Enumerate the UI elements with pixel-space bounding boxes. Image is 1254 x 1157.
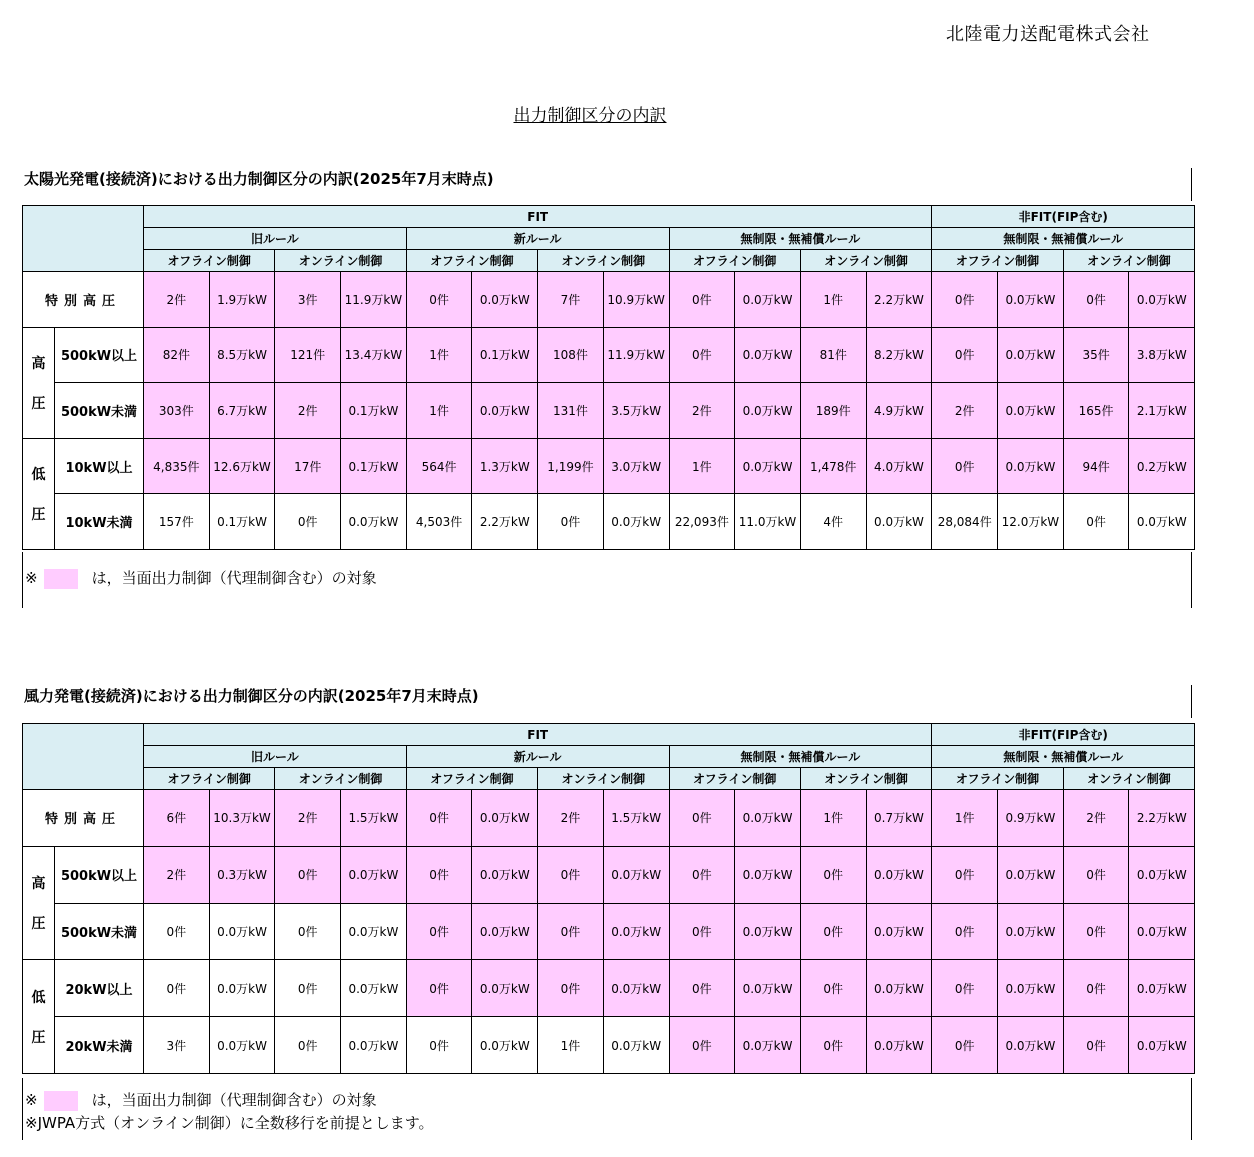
- table-cell: 0.0万kW: [735, 327, 801, 383]
- table-cell: 0件: [932, 960, 998, 1017]
- solar-notes: [22, 552, 1192, 608]
- solar-section-title: 太陽光発電(接続済)における出力制御区分の内訳(2025年7月末時点): [22, 168, 1192, 201]
- table-cell: 189件: [800, 383, 866, 439]
- table-cell: 0件: [275, 1017, 341, 1074]
- table-cell: 0件: [1063, 1017, 1129, 1074]
- wind-table: [22, 723, 1195, 1074]
- table-cell: 0件: [1063, 846, 1129, 903]
- table-cell: 0件: [406, 1017, 472, 1074]
- table-cell: 12.0万kW: [998, 494, 1064, 550]
- table-cell: 2.1万kW: [1129, 383, 1195, 439]
- table-cell: 3件: [144, 1017, 210, 1074]
- table-cell: 28,084件: [932, 494, 998, 550]
- table-cell: 0.1万kW: [341, 438, 407, 494]
- table-cell: 121件: [275, 327, 341, 383]
- table-cell: 1件: [406, 383, 472, 439]
- row-label: 500kW以上: [55, 846, 144, 903]
- header-rule: 無制限・無補償ルール: [932, 746, 1195, 768]
- table-cell: 0.0万kW: [341, 903, 407, 960]
- table-cell: 0件: [1063, 494, 1129, 550]
- table-cell: 564件: [406, 438, 472, 494]
- table-cell: 0.0万kW: [735, 903, 801, 960]
- header-control: オンライン制御: [538, 768, 669, 790]
- table-cell: 1件: [800, 790, 866, 847]
- table-cell: 0件: [406, 903, 472, 960]
- row-label: 20kW以上: [55, 960, 144, 1017]
- table-cell: 0件: [932, 327, 998, 383]
- table-cell: 4.0万kW: [866, 438, 932, 494]
- table-cell: 4,835件: [144, 438, 210, 494]
- header-fit: FIT: [144, 206, 932, 228]
- row-label: 10kW以上: [55, 438, 144, 494]
- wind-section: [22, 685, 1194, 1140]
- header-rule: 新ルール: [406, 746, 669, 768]
- table-cell: 0件: [538, 494, 604, 550]
- header-control: オフライン制御: [932, 768, 1063, 790]
- table-cell: 0.0万kW: [341, 846, 407, 903]
- table-cell: 0.0万kW: [472, 846, 538, 903]
- wind-note-legend: ※ は，当面出力制御（代理制御含む）の対象: [25, 1091, 377, 1109]
- header-control: オフライン制御: [669, 250, 800, 272]
- table-cell: 0.9万kW: [998, 790, 1064, 847]
- table-cell: 303件: [144, 383, 210, 439]
- table-cell: 0.0万kW: [998, 327, 1064, 383]
- table-cell: 0.0万kW: [866, 960, 932, 1017]
- table-cell: 0.0万kW: [998, 383, 1064, 439]
- table-cell: 0件: [406, 846, 472, 903]
- wind-note-text: は，当面出力制御（代理制御含む）の対象: [91, 1091, 377, 1109]
- table-cell: 0.0万kW: [472, 790, 538, 847]
- header-rule: 無制限・無補償ルール: [669, 228, 932, 250]
- table-cell: 0.0万kW: [866, 846, 932, 903]
- row-label: 20kW未満: [55, 1017, 144, 1074]
- table-cell: 0.0万kW: [472, 903, 538, 960]
- table-cell: 94件: [1063, 438, 1129, 494]
- table-cell: 2.2万kW: [472, 494, 538, 550]
- header-control: オフライン制御: [669, 768, 800, 790]
- table-cell: 11.0万kW: [735, 494, 801, 550]
- table-cell: 0.0万kW: [866, 903, 932, 960]
- table-cell: 0件: [275, 960, 341, 1017]
- table-cell: 0.2万kW: [1129, 438, 1195, 494]
- table-cell: 0件: [669, 327, 735, 383]
- table-cell: 0.0万kW: [866, 1017, 932, 1074]
- solar-note-text: は，当面出力制御（代理制御含む）の対象: [91, 569, 377, 587]
- group-label: 高 圧: [23, 846, 55, 960]
- table-cell: 0件: [669, 960, 735, 1017]
- table-cell: 4,503件: [406, 494, 472, 550]
- table-cell: 0.0万kW: [209, 1017, 275, 1074]
- table-cell: 6.7万kW: [209, 383, 275, 439]
- table-cell: 0件: [275, 846, 341, 903]
- table-cell: 2件: [144, 846, 210, 903]
- table-cell: 1.3万kW: [472, 438, 538, 494]
- table-cell: 0件: [406, 960, 472, 1017]
- header-rule: 新ルール: [406, 228, 669, 250]
- group-label: 高 圧: [23, 327, 55, 438]
- table-cell: 0件: [800, 846, 866, 903]
- table-cell: 3.0万kW: [603, 438, 669, 494]
- table-cell: 0件: [932, 272, 998, 328]
- table-cell: 0件: [406, 790, 472, 847]
- table-cell: 1件: [406, 327, 472, 383]
- table-cell: 0.0万kW: [735, 846, 801, 903]
- table-cell: 22,093件: [669, 494, 735, 550]
- header-rule: 旧ルール: [144, 746, 407, 768]
- table-cell: 1.9万kW: [209, 272, 275, 328]
- table-cell: 1,199件: [538, 438, 604, 494]
- header-control: オンライン制御: [275, 250, 406, 272]
- table-cell: 2件: [932, 383, 998, 439]
- table-cell: 0.0万kW: [472, 1017, 538, 1074]
- table-cell: 1件: [538, 1017, 604, 1074]
- table-cell: 6件: [144, 790, 210, 847]
- table-cell: 10.9万kW: [603, 272, 669, 328]
- table-cell: 157件: [144, 494, 210, 550]
- table-cell: 0.0万kW: [472, 383, 538, 439]
- table-cell: 4件: [800, 494, 866, 550]
- table-cell: 0件: [406, 272, 472, 328]
- table-cell: 0.0万kW: [603, 846, 669, 903]
- solar-table: [22, 205, 1195, 550]
- header-control: オフライン制御: [406, 250, 537, 272]
- table-cell: 1.5万kW: [341, 790, 407, 847]
- table-cell: 2件: [669, 383, 735, 439]
- solar-note-legend: ※ は，当面出力制御（代理制御含む）の対象: [25, 569, 377, 587]
- table-cell: 0件: [669, 1017, 735, 1074]
- table-cell: 0.0万kW: [603, 903, 669, 960]
- table-cell: 0件: [800, 960, 866, 1017]
- table-cell: 11.9万kW: [341, 272, 407, 328]
- header-rule: 旧ルール: [144, 228, 407, 250]
- table-cell: 0.0万kW: [735, 960, 801, 1017]
- pink-swatch: [44, 569, 78, 589]
- table-cell: 0.0万kW: [735, 1017, 801, 1074]
- table-cell: 0件: [1063, 272, 1129, 328]
- table-cell: 13.4万kW: [341, 327, 407, 383]
- table-cell: 0件: [800, 903, 866, 960]
- table-cell: 0.7万kW: [866, 790, 932, 847]
- table-cell: 0.1万kW: [472, 327, 538, 383]
- table-cell: 0.0万kW: [998, 960, 1064, 1017]
- company-name: 北陸電力送配電株式会社: [946, 24, 1150, 45]
- table-cell: 8.2万kW: [866, 327, 932, 383]
- pink-swatch: [44, 1091, 78, 1111]
- table-cell: 1,478件: [800, 438, 866, 494]
- table-cell: 7件: [538, 272, 604, 328]
- header-control: オンライン制御: [800, 250, 931, 272]
- wind-note-jwpa: ※JWPA方式（オンライン制御）に全数移行を前提とします。: [25, 1114, 434, 1132]
- table-cell: 8.5万kW: [209, 327, 275, 383]
- header-control: オンライン制御: [1063, 768, 1194, 790]
- table-cell: 3.5万kW: [603, 383, 669, 439]
- table-cell: 1件: [932, 790, 998, 847]
- table-cell: 2件: [538, 790, 604, 847]
- row-label: 特別高圧: [23, 272, 144, 328]
- wind-notes: [22, 1078, 1192, 1140]
- table-cell: 17件: [275, 438, 341, 494]
- table-cell: 3件: [275, 272, 341, 328]
- row-label: 500kW未満: [55, 903, 144, 960]
- table-cell: 0件: [669, 903, 735, 960]
- table-cell: 0.0万kW: [998, 272, 1064, 328]
- table-cell: 0.3万kW: [209, 846, 275, 903]
- table-cell: 4.9万kW: [866, 383, 932, 439]
- table-cell: 0件: [144, 903, 210, 960]
- table-cell: 0件: [800, 1017, 866, 1074]
- table-cell: 108件: [538, 327, 604, 383]
- table-cell: 0件: [538, 960, 604, 1017]
- header-control: オフライン制御: [144, 250, 275, 272]
- table-cell: 1件: [669, 438, 735, 494]
- table-cell: 11.9万kW: [603, 327, 669, 383]
- header-rule: 無制限・無補償ルール: [932, 228, 1195, 250]
- table-cell: 0件: [932, 903, 998, 960]
- table-cell: 0.0万kW: [1129, 960, 1195, 1017]
- table-cell: 0件: [538, 846, 604, 903]
- table-cell: 0件: [932, 1017, 998, 1074]
- header-control: オフライン制御: [932, 250, 1063, 272]
- table-cell: 0.0万kW: [866, 494, 932, 550]
- table-cell: 81件: [800, 327, 866, 383]
- table-cell: 0件: [669, 272, 735, 328]
- table-cell: 0.0万kW: [998, 903, 1064, 960]
- table-cell: 0.0万kW: [341, 1017, 407, 1074]
- wind-section-title: 風力発電(接続済)における出力制御区分の内訳(2025年7月末時点): [22, 685, 1192, 718]
- table-cell: 82件: [144, 327, 210, 383]
- header-control: オフライン制御: [406, 768, 537, 790]
- table-cell: 0件: [669, 846, 735, 903]
- table-cell: 0.1万kW: [209, 494, 275, 550]
- table-cell: 0.0万kW: [735, 438, 801, 494]
- table-cell: 0件: [669, 790, 735, 847]
- table-cell: 2件: [144, 272, 210, 328]
- table-cell: 1.5万kW: [603, 790, 669, 847]
- row-label: 10kW未満: [55, 494, 144, 550]
- header-control: オンライン制御: [275, 768, 406, 790]
- table-cell: 2件: [275, 790, 341, 847]
- header-nonfit: 非FIT(FIP含む): [932, 206, 1195, 228]
- table-cell: 0.0万kW: [1129, 1017, 1195, 1074]
- table-cell: 0.0万kW: [603, 1017, 669, 1074]
- header-control: オンライン制御: [1063, 250, 1194, 272]
- table-cell: 0.0万kW: [472, 272, 538, 328]
- table-cell: 131件: [538, 383, 604, 439]
- table-cell: 0.0万kW: [735, 790, 801, 847]
- table-cell: 35件: [1063, 327, 1129, 383]
- table-cell: 0.0万kW: [998, 846, 1064, 903]
- table-cell: 2件: [275, 383, 341, 439]
- header-fit: FIT: [144, 724, 932, 746]
- table-cell: 0.0万kW: [1129, 903, 1195, 960]
- table-cell: 12.6万kW: [209, 438, 275, 494]
- header-rule: 無制限・無補償ルール: [669, 746, 932, 768]
- table-cell: 0件: [932, 438, 998, 494]
- table-cell: 0.0万kW: [603, 494, 669, 550]
- table-cell: 0.0万kW: [209, 960, 275, 1017]
- table-cell: 0件: [275, 903, 341, 960]
- header-control: オンライン制御: [538, 250, 669, 272]
- table-cell: 2.2万kW: [1129, 790, 1195, 847]
- row-label: 500kW未満: [55, 383, 144, 439]
- table-cell: 0件: [144, 960, 210, 1017]
- table-cell: 0件: [1063, 960, 1129, 1017]
- header-control: オンライン制御: [800, 768, 931, 790]
- table-cell: 0.0万kW: [998, 1017, 1064, 1074]
- table-cell: 0.0万kW: [1129, 494, 1195, 550]
- table-cell: 0.0万kW: [472, 960, 538, 1017]
- table-cell: 2.2万kW: [866, 272, 932, 328]
- row-label: 特別高圧: [23, 790, 144, 847]
- table-cell: 0件: [538, 903, 604, 960]
- table-cell: 0.0万kW: [603, 960, 669, 1017]
- table-cell: 0件: [275, 494, 341, 550]
- table-cell: 0.1万kW: [341, 383, 407, 439]
- table-cell: 0.0万kW: [735, 383, 801, 439]
- table-cell: 0.0万kW: [735, 272, 801, 328]
- table-cell: 0.0万kW: [209, 903, 275, 960]
- table-cell: 0件: [932, 846, 998, 903]
- group-label: 低 圧: [23, 438, 55, 549]
- table-cell: 0.0万kW: [1129, 846, 1195, 903]
- table-cell: 2件: [1063, 790, 1129, 847]
- corner-header: [23, 206, 144, 272]
- table-cell: 3.8万kW: [1129, 327, 1195, 383]
- table-cell: 0件: [1063, 903, 1129, 960]
- table-cell: 0.0万kW: [998, 438, 1064, 494]
- table-cell: 0.0万kW: [1129, 272, 1195, 328]
- table-cell: 0.0万kW: [341, 960, 407, 1017]
- table-cell: 165件: [1063, 383, 1129, 439]
- table-cell: 10.3万kW: [209, 790, 275, 847]
- row-label: 500kW以上: [55, 327, 144, 383]
- table-cell: 1件: [800, 272, 866, 328]
- corner-header: [23, 724, 144, 790]
- table-cell: 0.0万kW: [341, 494, 407, 550]
- header-nonfit: 非FIT(FIP含む): [932, 724, 1195, 746]
- page-title: 出力制御区分の内訳: [513, 106, 667, 126]
- solar-section: [22, 168, 1194, 608]
- group-label: 低 圧: [23, 960, 55, 1074]
- header-control: オフライン制御: [144, 768, 275, 790]
